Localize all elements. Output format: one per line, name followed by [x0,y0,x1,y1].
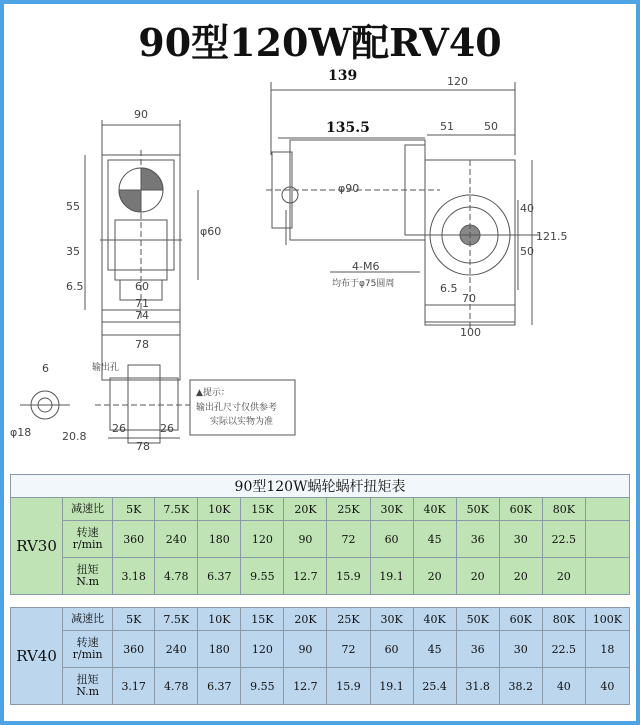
torque-label-cn: 扭矩 [76,673,99,686]
ratio-cell: 50K [456,498,499,521]
torque-label [63,668,113,705]
ratio-cell: 7.5K [155,498,198,521]
speed-cell: 22.5 [542,521,585,558]
torque-cell: 40 [585,668,629,705]
speed-label [63,631,113,668]
empty-cell [585,498,629,521]
ratio-cell: 5K [113,608,155,631]
model-rv40: RV40 [11,608,63,705]
technical-drawing [0,60,640,460]
ratio-cell: 5K [113,498,155,521]
torque-cell: 9.55 [241,558,284,595]
torque-cell: 20 [456,558,499,595]
speed-label [63,521,113,558]
dim-text: 均布于φ75圆周 [332,279,395,289]
speed-label-unit: r/min [72,648,103,661]
page-title: 90型120W配RV40 [138,20,502,65]
speed-cell: 360 [113,521,155,558]
empty-cell [585,558,629,595]
torque-cell: 15.9 [327,558,370,595]
dim-text: 78 [136,440,150,453]
dim-text: 100 [460,326,481,339]
dim-text: 50 [520,245,534,258]
table-caption: 90型120W蜗轮蜗杆扭矩表 [11,475,630,498]
torque-label-unit: N.m [76,685,100,698]
ratio-cell: 25K [327,608,370,631]
speed-cell: 18 [585,631,629,668]
dim-text: φ18 [10,426,32,439]
torque-label-unit: N.m [76,575,100,588]
note-line: 输出孔尺寸仅供参考 [196,403,278,413]
speed-cell: 360 [113,631,155,668]
ratio-cell: 60K [499,608,542,631]
speed-cell: 45 [413,631,456,668]
speed-cell: 30 [499,521,542,558]
dim-text: 26 [112,422,126,435]
torque-cell: 6.37 [198,558,241,595]
torque-cell: 38.2 [499,668,542,705]
dim-text: 71 [135,297,149,310]
ratio-cell: 50K [456,608,499,631]
note-line: 实际以实物为准 [210,417,274,427]
dim-text: 26 [160,422,174,435]
torque-label-cn: 扭矩 [76,563,99,576]
dim-text: 35 [66,245,80,258]
ratio-label: 减速比 [63,608,113,631]
torque-cell: 31.8 [456,668,499,705]
ratio-cell: 80K [542,608,585,631]
dim-text: 4-M6 [352,260,380,273]
dim-text: 6 [42,362,49,375]
ratio-cell: 15K [241,608,284,631]
ratio-cell: 10K [198,498,241,521]
speed-cell: 60 [370,631,413,668]
torque-cell: 19.1 [370,668,413,705]
torque-cell: 20 [499,558,542,595]
dim-text: 6.5 [440,282,458,295]
dim-text: φ90 [338,182,360,195]
ratio-cell: 100K [585,608,629,631]
rv40-torque-table [10,607,630,705]
model-rv30: RV30 [11,498,63,595]
speed-cell: 36 [456,521,499,558]
torque-cell: 25.4 [413,668,456,705]
ratio-label: 减速比 [63,498,113,521]
dim-text: φ60 [200,225,222,238]
torque-cell: 3.18 [113,558,155,595]
dim-text: 139 [328,68,358,84]
speed-cell: 72 [327,521,370,558]
speed-cell: 72 [327,631,370,668]
ratio-cell: 80K [542,498,585,521]
rv30-torque-table [10,474,630,595]
torque-cell: 20 [542,558,585,595]
torque-cell: 20 [413,558,456,595]
torque-label [63,558,113,595]
dim-text: 50 [484,120,498,133]
ratio-cell: 30K [370,608,413,631]
ratio-cell: 30K [370,498,413,521]
torque-cell: 6.37 [198,668,241,705]
dim-text: 90 [134,108,148,121]
speed-label-cn: 转速 [76,526,99,539]
ratio-cell: 25K [327,498,370,521]
dim-text: 55 [66,200,80,213]
shaft-flange [128,365,160,443]
torque-cell: 15.9 [327,668,370,705]
flange-quadrant [119,190,141,212]
torque-cell: 4.78 [155,558,198,595]
torque-cell: 40 [542,668,585,705]
speed-cell: 240 [155,521,198,558]
dim-text: 51 [440,120,454,133]
speed-cell: 240 [155,631,198,668]
shaft-label: 输出孔 [92,363,120,373]
torque-cell: 4.78 [155,668,198,705]
ratio-cell: 40K [413,498,456,521]
ratio-cell: 15K [241,498,284,521]
speed-cell: 30 [499,631,542,668]
ratio-cell: 20K [284,498,327,521]
dim-text: 20.8 [62,430,87,443]
dim-text: 121.5 [536,230,568,243]
speed-cell: 180 [198,631,241,668]
speed-cell: 180 [198,521,241,558]
speed-cell: 90 [284,521,327,558]
dim-text: 78 [135,338,149,351]
dim-text: 60 [135,280,149,293]
dim-text: 74 [135,309,149,322]
speed-cell: 45 [413,521,456,558]
speed-cell: 22.5 [542,631,585,668]
dim-text: 70 [462,292,476,305]
ratio-cell: 20K [284,608,327,631]
speed-cell: 120 [241,521,284,558]
ratio-cell: 60K [499,498,542,521]
speed-cell: 90 [284,631,327,668]
note-title: ▲提示： [196,388,230,398]
dim-text: 120 [447,75,468,88]
ratio-cell: 10K [198,608,241,631]
torque-cell: 9.55 [241,668,284,705]
flange-quadrant [141,168,163,190]
ratio-cell: 7.5K [155,608,198,631]
speed-cell: 120 [241,631,284,668]
ratio-cell: 40K [413,608,456,631]
torque-cell: 19.1 [370,558,413,595]
torque-cell: 3.17 [113,668,155,705]
speed-cell: 36 [456,631,499,668]
speed-label-cn: 转速 [76,636,99,649]
empty-cell [585,521,629,558]
speed-label-unit: r/min [72,538,103,551]
dim-text: 40 [520,202,534,215]
dim-text: 135.5 [326,120,370,136]
torque-cell: 12.7 [284,668,327,705]
speed-cell: 60 [370,521,413,558]
dim-text: 6.5 [66,280,84,293]
torque-cell: 12.7 [284,558,327,595]
